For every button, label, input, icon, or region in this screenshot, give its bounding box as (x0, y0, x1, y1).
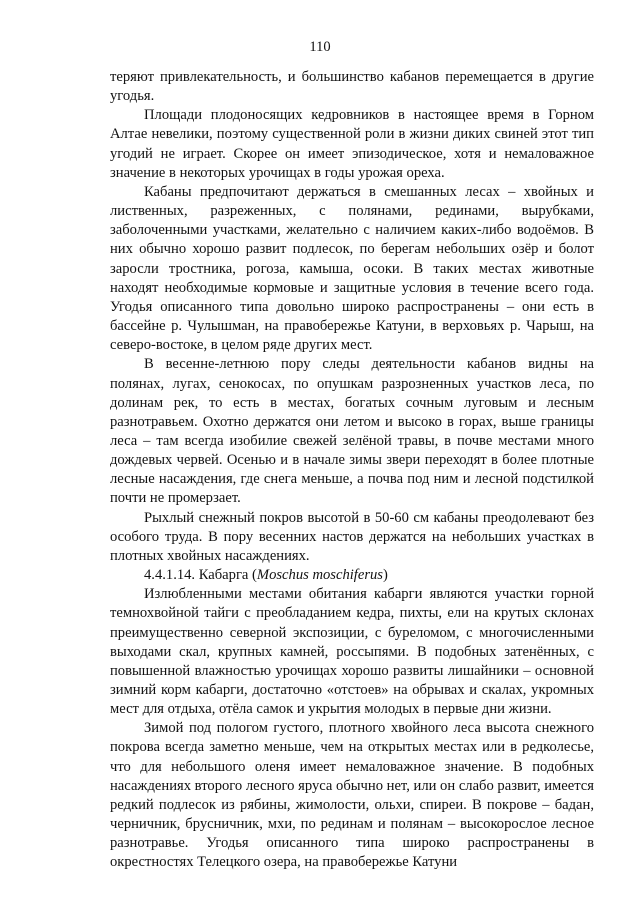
section-heading-suffix: ) (383, 567, 388, 584)
paragraph-musk-deer-habitat: Излюбленными местами обитания кабарги являются участки горной темнохвойной тайги с преобладанием кедра, пихты, ели на крутых склонах преимущественно северной экспозиции, с буреломом, с многочисленными выходами скал, крупных камней, россыпями. В подобных затенённых, с повышенной влажностью урочищах хорошо развиты лишайники – основной зимний корм кабарги, достаточно «отстоев» на обрывах и скалах, укромных мест для отдыха, отёла самок и укрытия молодых в первые дни жизни. (110, 586, 594, 718)
paragraph-spring-summer: В весенне-летнюю пору следы деятельности кабанов видны на полянах, лугах, сенокосах, по опушкам разрозненных участков леса, по долинам рек, то есть в местах, богатых сочным луговым и лесным разнотравьем. Охотно держатся они летом и высоко в горах, выше границы леса – там всегда изобилие свежей зелёной травы, в почве местами много дождевых червей. Осенью и в начале зимы звери переходят в более плотные лесные насаждения, где снега меньше, а почва под ним и лесной подстилкой почти не промерзает. (110, 356, 594, 507)
paragraph-mixed-forests: Кабаны предпочитают держаться в смешанных лесах – хвойных и лиственных, разреженных, с полянами, рединами, вырубками, заболоченными участками, желательно с наличием каких-либо водоёмов. В них обычно хорошо развит подлесок, по берегам небольших озёр и болот заросли тростника, рогоза, камыша, осоки. В таких местах животные находят необходимые кормовые и защитные условия в течение всего года. Угодья описанного типа довольно широко распространены – они есть в бассейне р. Чулышман, на правобережье Катуни, в верховьях р. Чарыш, на северо-востоке, в целом ряде других мест. (110, 183, 594, 354)
paragraph-cedar-forests: Площади плодоносящих кедровников в настоящее время в Горном Алтае невелики, поэтому существенной роли в жизни диких свиней этот тип угодий не играет. Скорее он имеет эпизодическое, хотя и немаловажное значение в некоторых урочищах в годы урожая ореха. (110, 107, 594, 181)
paragraph-winter-conditions: Зимой под пологом густого, плотного хвойного леса высота снежного покрова всегда заметно меньше, чем на открытых местах или в редколесье, что для небольшого оленя имеет немаловажное значение. В подобных насаждениях второго лесного яруса обычно нет, или он слабо развит, имеется редкий подлесок из рябины, жимолости, ольхи, спиреи. В покрове – бадан, черничник, брусничник, мхи, по рединам и полянам – высокорослое лесное разнотравье. Угодья описанного типа широко распространены в окрестностях Телецкого озера, на правобережье Катуни (110, 720, 594, 871)
paragraph-continuation: теряют привлекательность, и большинство кабанов перемещается в другие угодья. (110, 69, 594, 105)
section-heading-prefix: 4.4.1.14. Кабарга ( (144, 567, 257, 584)
section-heading (110, 566, 594, 585)
body-text (110, 68, 594, 873)
section-latin-name: Moschus moschiferus (256, 567, 383, 584)
paragraph-snow-cover: Рыхлый снежный покров высотой в 50-60 см кабаны преодолевают без особого труда. В пору весенних настов держатся на небольших участках в плотных хвойных насаждениях. (110, 509, 594, 564)
page-number: 110 (309, 39, 331, 55)
